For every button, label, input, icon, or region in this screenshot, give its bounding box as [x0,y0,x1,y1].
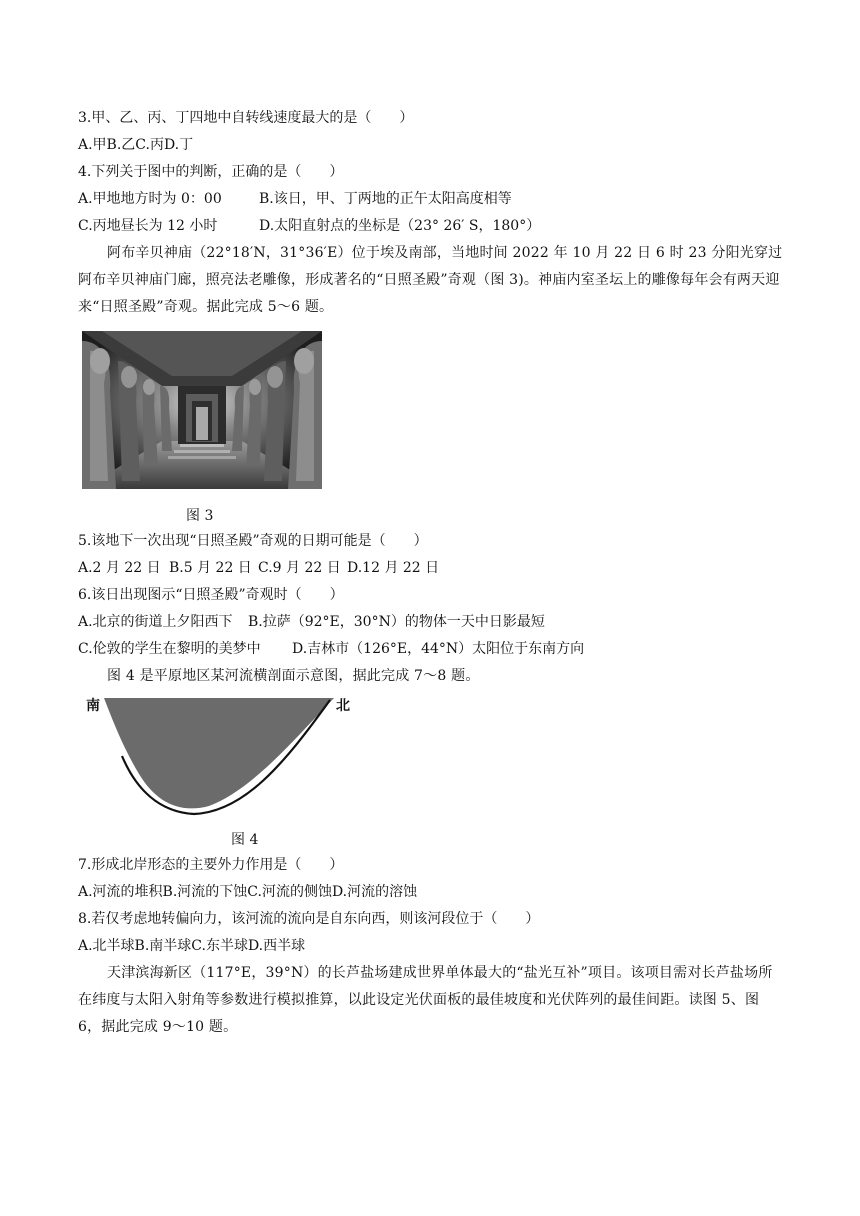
question-6-options-row2 [78,639,584,659]
river-cross-section-svg [84,694,356,824]
passage-salt-field: 天津滨海新区（117°E，39°N）的长芦盐场建成世界单体最大的“盐光互补”项目。该项目需对长芦盐场所在纬度与太阳入射角等参数进行模拟推算，以此设定光伏面板的最佳坡度和光伏阵列的最佳间距。读图 5、图 6，据此完成 9～10 题。 [78,965,773,1035]
question-8-options: A.北半球B.南半球C.东半球D.西半球 [78,938,306,954]
question-4-options-row2 [78,216,540,236]
figure-3-caption: 图 3 [186,508,214,524]
question-3-stem: 3.甲、乙、丙、丁四地中自转线速度最大的是（ ） [78,110,414,126]
question-5-stem: 5.该地下一次出现“日照圣殿”奇观的日期可能是（ ） [78,533,428,549]
question-4-option-b: B.该日，甲、丁两地的正午太阳高度相等 [259,191,512,207]
question-4-stem: 4.下列关于图中的判断，正确的是（ ） [78,164,344,180]
question-5-options [78,558,439,578]
question-5-option-d: D.12 月 22 日 [347,560,440,576]
passage-abu-simbel: 阿布辛贝神庙（22°18′N，31°36′E）位于埃及南部，当地时间 2022 年 10 月 22 日 6 时 23 分阳光穿过阿布辛贝神庙门廊，照亮法老雕像，形成著名的“日照圣殿”奇观（图 3)。神庙内室圣坛上的雕像每年会有两天迎来“日照圣殿”奇观。据此完成 5～6 题。 [78,245,783,315]
question-4-option-a: A.甲地地方时为 0：00 [78,191,222,207]
question-7-options: A.河流的堆积B.河流的下蚀C.河流的侧蚀D.河流的溶蚀 [78,884,418,900]
question-5-option-a: A.2 月 22 日 [78,560,161,576]
question-3-options: A.甲B.乙C.丙D.丁 [78,137,194,153]
question-4-option-d: D.太阳直射点的坐标是（23° 26′ S，180°） [259,218,541,234]
temple-photo [82,331,322,489]
south-label: 南 [86,698,100,714]
north-label: 北 [336,698,350,714]
question-5-option-c: C.9 月 22 日 [258,560,341,576]
passage-river-section: 图 4 是平原地区某河流横剖面示意图，据此完成 7～8 题。 [107,668,480,684]
temple-interior-illustration [82,331,322,489]
question-6-option-c: C.伦敦的学生在黎明的美梦中 [78,641,261,657]
river-cross-section-diagram [84,694,356,824]
question-6-option-a: A.北京的街道上夕阳西下 [78,614,233,630]
question-6-option-b: B.拉萨（92°E，30°N）的物体一天中日影最短 [248,614,545,630]
question-5-option-b: B.5 月 22 日 [169,560,252,576]
question-7-stem: 7.形成北岸形态的主要外力作用是（ ） [78,857,344,873]
question-4-options-row1 [78,189,512,209]
question-6-options-row1 [78,612,545,632]
question-6-option-d: D.吉林市（126°E，44°N）太阳位于东南方向 [292,641,585,657]
question-4-option-c: C.丙地昼长为 12 小时 [78,218,218,234]
question-8-stem: 8.若仅考虑地转偏向力，该河流的流向是自东向西，则该河段位于（ ） [78,911,540,927]
figure-4-caption: 图 4 [231,832,259,848]
question-6-stem: 6.该日出现图示“日照圣殿”奇观时（ ） [78,587,344,603]
river-water-area [104,698,334,808]
